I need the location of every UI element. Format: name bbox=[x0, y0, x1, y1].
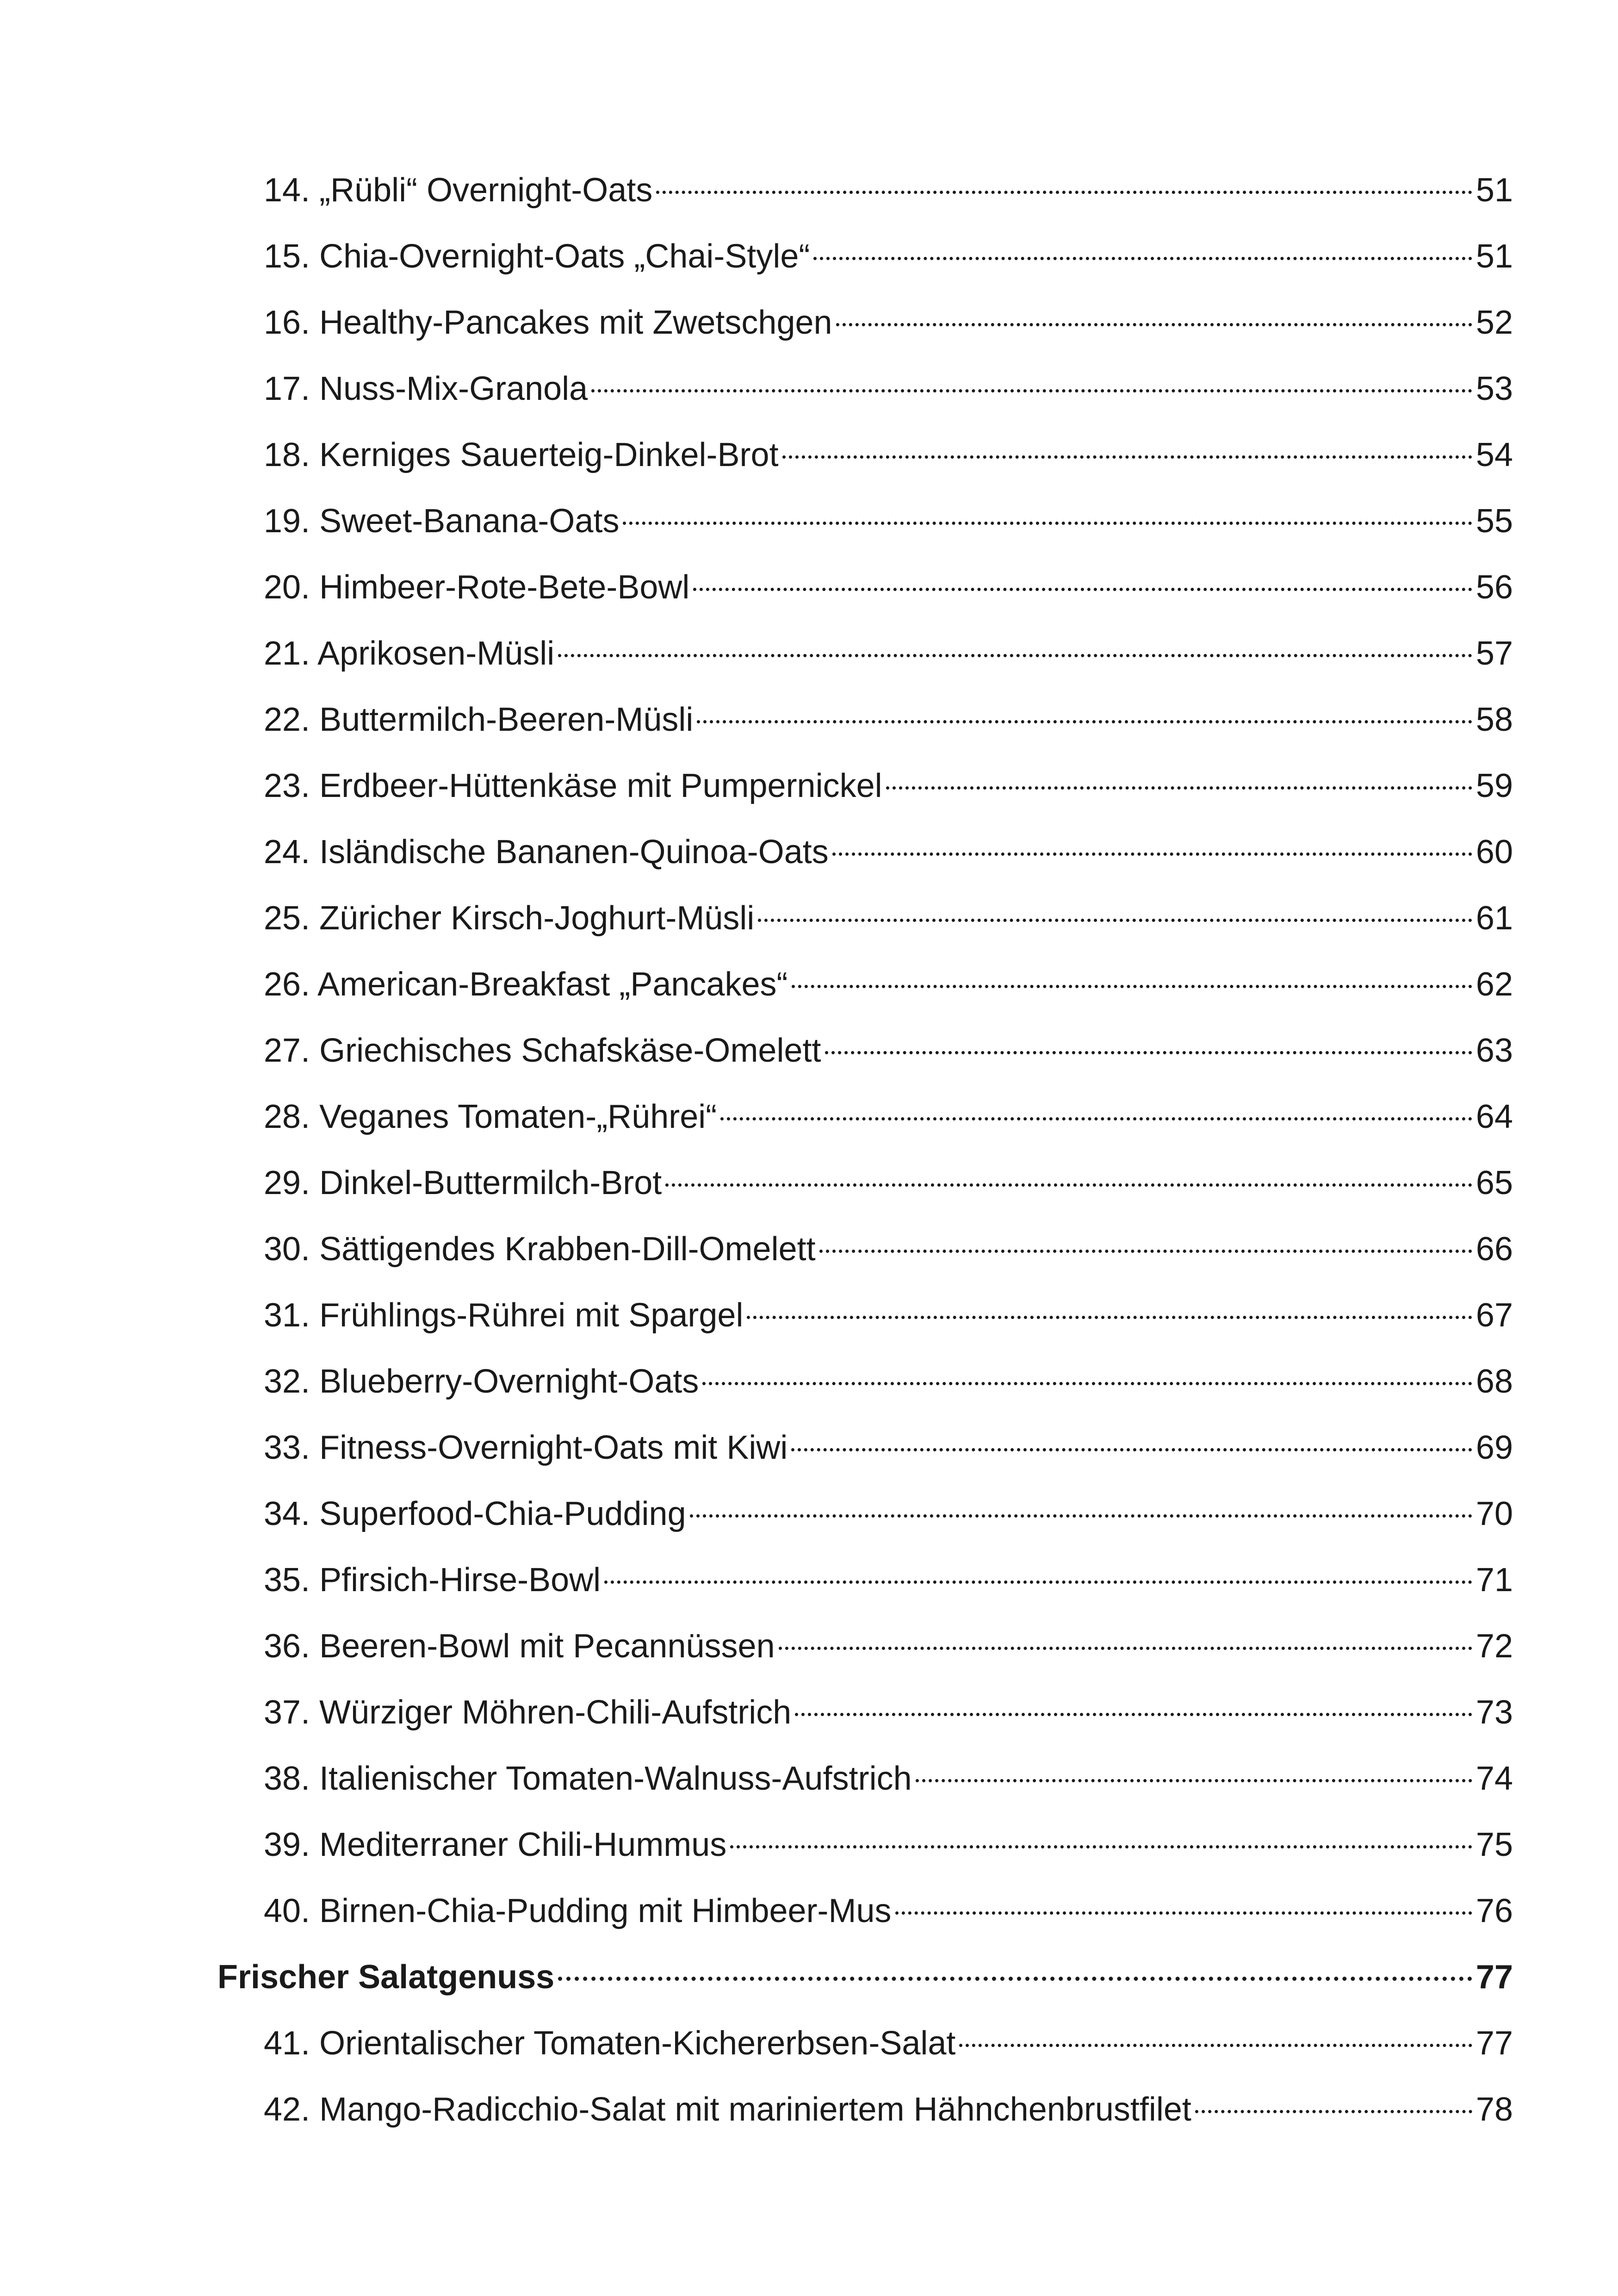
toc-entry-number: 27. bbox=[264, 1032, 310, 1069]
toc-entry-title bbox=[264, 1878, 892, 1944]
toc-entry-title bbox=[264, 1282, 743, 1349]
dot-leader bbox=[702, 1373, 1472, 1385]
toc-entry-text: Züricher Kirsch-Joghurt-Müsli bbox=[319, 900, 755, 937]
toc-entry-number: 26. bbox=[264, 966, 310, 1003]
toc-entry-text: Würziger Möhren-Chili-Aufstrich bbox=[319, 1694, 792, 1731]
toc-entry-text: Frühlings-Rührei mit Spargel bbox=[319, 1297, 744, 1334]
dot-leader bbox=[779, 1637, 1472, 1650]
toc-entry-title bbox=[264, 1812, 726, 1878]
toc-page-number: 61 bbox=[1475, 900, 1513, 937]
toc-entry-title: Frischer Salatgenuss bbox=[217, 1959, 555, 1996]
toc-entry[interactable] bbox=[217, 1216, 1513, 1282]
toc-entry[interactable] bbox=[217, 1018, 1513, 1084]
toc-entry-title bbox=[264, 1481, 686, 1547]
toc-page-number: 74 bbox=[1475, 1760, 1513, 1797]
toc-entry[interactable] bbox=[217, 1878, 1513, 1944]
dot-leader bbox=[604, 1571, 1472, 1584]
dot-leader bbox=[832, 843, 1472, 856]
toc-entry-number: 25. bbox=[264, 900, 310, 937]
toc-entry-title bbox=[264, 422, 779, 488]
toc-entry[interactable] bbox=[217, 157, 1513, 224]
toc-entry-number: 33. bbox=[264, 1429, 310, 1466]
dot-leader bbox=[697, 711, 1472, 723]
toc-entry[interactable] bbox=[217, 1812, 1513, 1878]
toc-entry-text: Dinkel-Buttermilch-Brot bbox=[319, 1164, 662, 1201]
toc-page-number: 67 bbox=[1475, 1297, 1513, 1334]
toc-page-number: 77 bbox=[1475, 2025, 1513, 2062]
toc-entry-text: Erdbeer-Hüttenkäse mit Pumpernickel bbox=[319, 767, 882, 804]
toc-entry-text: Mango-Radicchio-Salat mit mariniertem Hähnchenbrustfilet bbox=[319, 2091, 1191, 2128]
toc-entry-title bbox=[264, 356, 588, 422]
dot-leader bbox=[693, 579, 1472, 591]
dot-leader bbox=[665, 1174, 1472, 1187]
dot-leader bbox=[791, 1439, 1472, 1451]
toc-entry-number: 37. bbox=[264, 1694, 310, 1731]
dot-leader bbox=[591, 380, 1472, 392]
toc-entry-text: Beeren-Bowl mit Pecannüssen bbox=[319, 1628, 775, 1665]
toc-entry[interactable] bbox=[217, 1282, 1513, 1349]
toc-entry-number: 36. bbox=[264, 1628, 310, 1665]
toc-entry-text: Sweet-Banana-Oats bbox=[319, 503, 620, 540]
toc-entry-text: Orientalischer Tomaten-Kichererbsen-Salat bbox=[319, 2025, 956, 2062]
toc-entry-text: American-Breakfast „Pancakes“ bbox=[317, 966, 788, 1003]
toc-page-number: 77 bbox=[1475, 1959, 1513, 1996]
toc-page-number: 66 bbox=[1475, 1231, 1513, 1268]
toc-entry-title bbox=[264, 488, 619, 554]
dot-leader bbox=[720, 1108, 1472, 1120]
dot-leader bbox=[690, 1505, 1472, 1518]
dot-leader bbox=[959, 2035, 1472, 2047]
toc-page-number: 55 bbox=[1475, 503, 1513, 540]
toc-page-number: 62 bbox=[1475, 966, 1513, 1003]
toc-entry[interactable] bbox=[217, 488, 1513, 554]
toc-entry-title bbox=[264, 1746, 912, 1812]
toc-page-number: 75 bbox=[1475, 1826, 1513, 1863]
dot-leader bbox=[792, 976, 1472, 988]
toc-entry-number: 14. bbox=[264, 172, 310, 209]
toc-entry-title bbox=[264, 1349, 699, 1415]
toc-entry-title bbox=[264, 1018, 821, 1084]
dot-leader bbox=[730, 1836, 1472, 1848]
toc-entry[interactable] bbox=[217, 753, 1513, 819]
dot-leader bbox=[813, 248, 1472, 260]
toc-entry-text: Fitness-Overnight-Oats mit Kiwi bbox=[319, 1429, 788, 1466]
table-of-contents bbox=[217, 157, 1513, 2143]
toc-entry-number: 40. bbox=[264, 1892, 310, 1929]
toc-section-heading[interactable] bbox=[217, 1944, 1513, 2010]
toc-entry-text: Superfood-Chia-Pudding bbox=[319, 1495, 686, 1532]
toc-entry-title bbox=[264, 1680, 791, 1746]
toc-entry[interactable] bbox=[217, 2010, 1513, 2077]
toc-entry-number: 15. bbox=[264, 238, 310, 275]
toc-entry-title bbox=[264, 1415, 787, 1481]
toc-entry[interactable] bbox=[217, 1481, 1513, 1547]
toc-entry-title bbox=[264, 1084, 717, 1150]
toc-entry-number: 30. bbox=[264, 1231, 310, 1268]
toc-entry[interactable] bbox=[217, 422, 1513, 488]
toc-entry[interactable] bbox=[217, 819, 1513, 885]
toc-entry-number: 28. bbox=[264, 1098, 310, 1135]
toc-entry[interactable] bbox=[217, 224, 1513, 290]
toc-page-number: 70 bbox=[1475, 1495, 1513, 1532]
toc-entry-number: 19. bbox=[264, 503, 310, 540]
toc-entry-text: Himbeer-Rote-Bete-Bowl bbox=[319, 569, 690, 606]
toc-entry-title bbox=[264, 621, 554, 687]
toc-entry-title bbox=[264, 1150, 662, 1216]
toc-entry-text: Italienischer Tomaten-Walnuss-Aufstrich bbox=[319, 1760, 912, 1797]
toc-entry-number: 34. bbox=[264, 1495, 310, 1532]
toc-entry-title bbox=[264, 554, 689, 621]
toc-entry-text: Kerniges Sauerteig-Dinkel-Brot bbox=[319, 436, 779, 473]
toc-entry-text: Chia-Overnight-Oats „Chai-Style“ bbox=[319, 238, 810, 275]
toc-entry-number: 16. bbox=[264, 304, 310, 341]
toc-entry[interactable] bbox=[217, 356, 1513, 422]
dot-leader bbox=[916, 1770, 1472, 1782]
dot-leader bbox=[825, 1042, 1472, 1054]
dot-leader bbox=[886, 777, 1472, 790]
toc-page-number: 63 bbox=[1475, 1032, 1513, 1069]
toc-entry-text: „Rübli“ Overnight-Oats bbox=[319, 172, 653, 209]
toc-entry-title bbox=[264, 952, 788, 1018]
toc-entry-text: Healthy-Pancakes mit Zwetschgen bbox=[319, 304, 832, 341]
toc-entry-text: Pfirsich-Hirse-Bowl bbox=[319, 1562, 601, 1599]
dot-leader bbox=[758, 909, 1472, 922]
toc-entry[interactable] bbox=[217, 554, 1513, 621]
toc-entry-title bbox=[264, 1613, 775, 1680]
dot-leader bbox=[782, 446, 1472, 459]
toc-entry-title bbox=[264, 2010, 955, 2077]
dot-leader bbox=[747, 1307, 1472, 1319]
toc-page-number: 65 bbox=[1475, 1164, 1513, 1201]
toc-page-number: 68 bbox=[1475, 1363, 1513, 1400]
toc-entry-number: 31. bbox=[264, 1297, 310, 1334]
toc-entry-number: 42. bbox=[264, 2091, 310, 2128]
dot-leader bbox=[836, 314, 1472, 326]
toc-page-number: 78 bbox=[1475, 2091, 1513, 2128]
toc-entry-text: Isländische Bananen-Quinoa-Oats bbox=[319, 834, 829, 871]
toc-page-number: 69 bbox=[1475, 1429, 1513, 1466]
toc-entry-title bbox=[264, 753, 882, 819]
dot-leader bbox=[819, 1240, 1472, 1253]
toc-entry-text: Griechisches Schafskäse-Omelett bbox=[319, 1032, 821, 1069]
toc-entry-number: 24. bbox=[264, 834, 310, 871]
toc-entry-text: Mediterraner Chili-Hummus bbox=[319, 1826, 727, 1863]
toc-entry-title bbox=[264, 290, 832, 356]
toc-entry-number: 23. bbox=[264, 767, 310, 804]
toc-entry-number: 35. bbox=[264, 1562, 310, 1599]
toc-entry[interactable] bbox=[217, 687, 1513, 753]
toc-page-number: 71 bbox=[1475, 1562, 1513, 1599]
dot-leader bbox=[795, 1704, 1472, 1716]
toc-entry-title bbox=[264, 224, 810, 290]
toc-entry-text: Blueberry-Overnight-Oats bbox=[319, 1363, 699, 1400]
toc-entry-text: Nuss-Mix-Granola bbox=[319, 370, 588, 407]
toc-entry-text: Birnen-Chia-Pudding mit Himbeer-Mus bbox=[319, 1892, 892, 1929]
toc-page-number: 53 bbox=[1475, 370, 1513, 407]
toc-entry-title bbox=[264, 819, 829, 885]
toc-entry[interactable] bbox=[217, 1680, 1513, 1746]
toc-entry[interactable] bbox=[217, 290, 1513, 356]
toc-page-number: 52 bbox=[1475, 304, 1513, 341]
toc-entry-number: 22. bbox=[264, 701, 310, 738]
toc-entry[interactable] bbox=[217, 2077, 1513, 2143]
toc-entry-title bbox=[264, 1216, 816, 1282]
toc-entry-number: 39. bbox=[264, 1826, 310, 1863]
toc-page-number: 59 bbox=[1475, 767, 1513, 804]
toc-entry-number: 41. bbox=[264, 2025, 310, 2062]
dot-leader bbox=[623, 512, 1472, 525]
toc-page-number: 51 bbox=[1475, 238, 1513, 275]
toc-entry-title bbox=[264, 1547, 601, 1613]
toc-page-number: 51 bbox=[1475, 172, 1513, 209]
toc-page-number: 57 bbox=[1475, 635, 1513, 672]
dot-leader bbox=[1195, 2101, 1472, 2113]
toc-page-number: 58 bbox=[1475, 701, 1513, 738]
toc-entry[interactable] bbox=[217, 1349, 1513, 1415]
toc-entry-number: 18. bbox=[264, 436, 310, 473]
toc-entry[interactable] bbox=[217, 1547, 1513, 1613]
toc-entry-text: Veganes Tomaten-„Rührei“ bbox=[319, 1098, 717, 1135]
toc-entry-title bbox=[264, 2077, 1191, 2143]
toc-entry[interactable] bbox=[217, 1084, 1513, 1150]
toc-entry-title bbox=[264, 885, 754, 952]
toc-entry-number: 20. bbox=[264, 569, 310, 606]
toc-entry[interactable] bbox=[217, 1150, 1513, 1216]
toc-entry-text: Sättigendes Krabben-Dill-Omelett bbox=[319, 1231, 816, 1268]
toc-page-number: 73 bbox=[1475, 1694, 1513, 1731]
toc-entry[interactable] bbox=[217, 1415, 1513, 1481]
toc-page-number: 72 bbox=[1475, 1628, 1513, 1665]
toc-page-number: 76 bbox=[1475, 1892, 1513, 1929]
toc-entry[interactable] bbox=[217, 621, 1513, 687]
dot-leader bbox=[895, 1902, 1472, 1915]
toc-entry-number: 21. bbox=[264, 635, 310, 672]
toc-entry-text: Aprikosen-Müsli bbox=[317, 635, 555, 672]
toc-page-number: 56 bbox=[1475, 569, 1513, 606]
toc-entry[interactable] bbox=[217, 1613, 1513, 1680]
dot-leader bbox=[656, 181, 1472, 194]
toc-entry-number: 32. bbox=[264, 1363, 310, 1400]
toc-entry-title bbox=[264, 687, 693, 753]
toc-entry-title bbox=[264, 157, 652, 224]
toc-entry[interactable] bbox=[217, 1746, 1513, 1812]
toc-page-number: 64 bbox=[1475, 1098, 1513, 1135]
toc-entry-number: 38. bbox=[264, 1760, 310, 1797]
toc-entry-number: 29. bbox=[264, 1164, 310, 1201]
dot-leader bbox=[558, 1967, 1472, 1981]
toc-entry[interactable] bbox=[217, 952, 1513, 1018]
toc-entry-number: 17. bbox=[264, 370, 310, 407]
dot-leader bbox=[558, 645, 1472, 657]
toc-entry[interactable] bbox=[217, 885, 1513, 952]
toc-page-number: 60 bbox=[1475, 834, 1513, 871]
toc-page-number: 54 bbox=[1475, 436, 1513, 473]
toc-entry-text: Buttermilch-Beeren-Müsli bbox=[319, 701, 694, 738]
